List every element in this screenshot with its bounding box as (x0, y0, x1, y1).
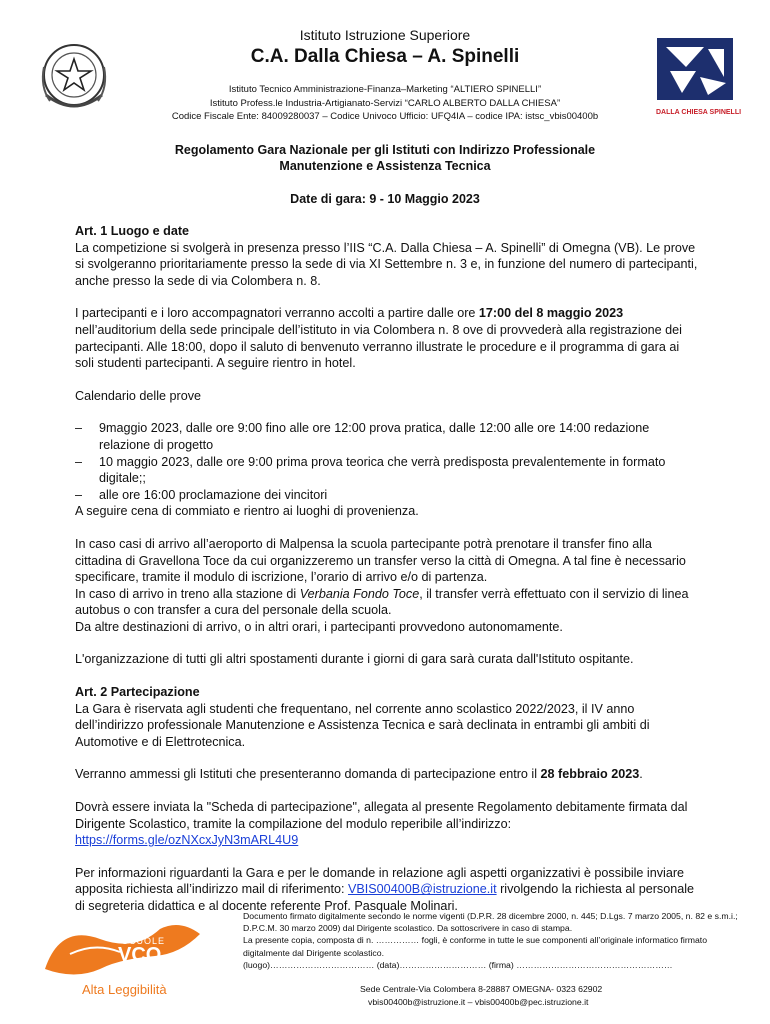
after-bullets: A seguire cena di commiato e rientro ai luoghi di provenienza. (75, 504, 419, 519)
form-link[interactable]: https://forms.gle/ozNXcxJyN3mARL4U9 (75, 833, 299, 848)
logo-vco: VCO (118, 944, 162, 966)
doc-title-line-1: Regolamento Gara Nazionale per gli Istituti con Indirizzo Professionale (174, 143, 596, 157)
p3b-text-a: In caso di arrivo in treno alla stazione di (75, 586, 300, 601)
logo-alta-leggibilita: Alta Leggibilità (82, 982, 167, 997)
art2-p4-text-b: rivolgendo la richiesta al personale di segreteria didattica e al docente referente Prof. Pasquale Molinari. (75, 882, 695, 913)
article-2-p3: Dovrà essere inviata la "Scheda di partecipazione", allegata al presente Regolamento debitamente firmata dal Dirigente Scolastico, tramite la compilazione del modulo reperibile all’indirizzo: (75, 800, 688, 831)
article-1-p4: L'organizzazione di tutti gli altri spostamenti durante i giorni di gara sarà curata dall'Istituto ospitante. (75, 652, 634, 667)
p3b-text-b: , il transfer verrà effettuato con il servizio di linea autobus o con transfer a cura del personale della scuola. (75, 586, 689, 618)
list-item-text: 9maggio 2023, dalle ore 9:00 fino alle ore 12:00 prova pratica, dalle 12:00 alle ore 14:00 redazione relazione di progetto (99, 421, 650, 452)
calendar-list (75, 420, 700, 503)
right-logo-text: DALLA CHIESA SPINELLI (656, 109, 742, 116)
calendar-label: Calendario delle prove (75, 388, 202, 403)
article-1-p3b (75, 586, 700, 619)
header-line-3: Codice Fiscale Ente: 84009280037 – Codice Univoco Ufficio: UFQ4IA – codice IPA: istsc_vbis00400b (171, 111, 599, 122)
article-2-p1: La Gara è riservata agli studenti che frequentano, nel corrente anno scolastico 2022/2023, il IV anno dell’indirizzo professionale Manutenzione e Assistenza Tecnica e sarà declinata in entrambi gli ambiti di Automotive e di Elettrotecnica. (75, 701, 650, 749)
institute-name: C.A. Dalla Chiesa – A. Spinelli (250, 46, 520, 67)
institute-type: Istituto Istruzione Superiore (299, 27, 471, 43)
list-item: – 9maggio 2023, dalle ore 9:00 fino alle ore 12:00 prova pratica, dalle 12:00 alle ore 14:00 redazione relazione di progetto (75, 421, 650, 452)
scuole-vco-logo (40, 914, 210, 1004)
header-line-1: Istituto Tecnico Amministrazione-Finanza–Marketing “ALTIERO SPINELLI” (228, 84, 542, 95)
art2-p2-text-a: Verranno ammessi gli Istituti che presenteranno domanda di partecipazione entro il (75, 767, 541, 782)
footer-emails: vbis00400b@istruzione.it – vbis00400b@pec.istruzione.it (368, 997, 589, 1007)
article-1-p2 (75, 305, 700, 371)
contact-email-link[interactable]: VBIS00400B@istruzione.it (347, 882, 497, 897)
art2-p4-text-a: Per informazioni riguardanti la Gara e per le domande in relazione agli aspetti organizzativi è possibile inviare apposita richiesta all’indirizzo mail di riferimento: (75, 865, 685, 897)
application-deadline: 28 febbraio 2023 (540, 767, 640, 782)
article-2-heading: Art. 2 Partecipazione (75, 685, 200, 700)
station-name: Verbania Fondo Toce (299, 586, 420, 601)
list-item-text: 10 maggio 2023, dalle ore 9:00 prima prova teorica che verrà predisposta prevalentemente in formato digitale;; (99, 454, 666, 486)
list-item: – alle ore 16:00 proclamazione dei vincitori (75, 487, 328, 502)
list-item-text: alle ore 16:00 proclamazione dei vincitori (99, 487, 328, 502)
article-1-p3c: Da altre destinazioni di arrivo, o in altri orari, i partecipanti provvedono autonomamente. (75, 619, 563, 634)
article-1-p3a: In caso casi di arrivo all’aeroporto di Malpensa la scuola partecipante potrà prenotare il transfer fino alla cittadina di Gravellona Toce da cui organizzeremo un transfer verso la città di Omegna. A tal fine è necessario specificare, tramite il modulo di iscrizione, l’orario di arrivo e/o di partenza. (75, 536, 686, 585)
article-1-heading: Art. 1 Luogo e date (75, 224, 190, 238)
signature-line-3: (luogo)……………………………… (data)………………………… (firma) ……………………………………………… (243, 959, 673, 970)
article-1-p1: La competizione si svolgerà in presenza presso l’IIS “C.A. Dalla Chiesa – A. Spinelli” di Omegna (VB). Le prove si svolgeranno prioritariamente presso la sede di via XI Settembre n. 3 e, in funzione del numero di partecipanti, anche presso la sede di via Colombera n. 8. (75, 240, 698, 288)
art2-p2-text-b: . (639, 767, 643, 782)
article-2-p2 (75, 766, 700, 783)
p2-text-b: nell’auditorium della sede principale dell’istituto in via Colombera n. 8 ove di provvederà alla registrazione dei partecipanti. Alle 18:00, dopo il saluto di benvenuto verranno illustrate le procedure e il programma di gara ai soli studenti partecipanti. A seguire rientro in hotel. (75, 322, 682, 371)
p2-arrival-time: 17:00 del 8 maggio 2023 (478, 306, 624, 321)
header-line-2: Istituto Profess.le Industria-Artigianato-Servizi “CARLO ALBERTO DALLA CHIESA” (209, 98, 561, 109)
signature-block (243, 910, 738, 971)
signature-line-1: Documento firmato digitalmente secondo le norme vigenti (D.P.R. 28 dicembre 2000, n. 445; D.Lgs. 7 marzo 2005, n. 82 e s.m.i.; D.P.C.M. 30 marzo 2009) dal Dirigente scolastico. Da sottoscrivere in caso di stampa. (243, 911, 738, 934)
article-1 (75, 223, 700, 915)
form-link-line (75, 832, 700, 849)
list-item: – 10 maggio 2023, dalle ore 9:00 prima prova teorica che verrà predisposta prevalentemente in formato digitale;; (75, 454, 666, 486)
doc-title-line-2: Manutenzione e Assistenza Tecnica (279, 159, 491, 173)
logo-scuole: SCUOLE (122, 936, 166, 946)
footer-address: Sede Centrale-Via Colombera 8-28887 OMEGNA- 0323 62902 (360, 984, 603, 994)
signature-line-2: La presente copia, composta di n. …………… fogli, è conforme in tutte le sue componenti all’originale informatico firmato digitalmente dal Dirigente scolastico. (243, 935, 708, 958)
p2-text-a: I partecipanti e i loro accompagnatori verranno accolti a partire dalle ore (75, 306, 479, 321)
article-2-p4 (75, 865, 700, 915)
competition-date: Date di gara: 9 - 10 Maggio 2023 (290, 192, 480, 206)
